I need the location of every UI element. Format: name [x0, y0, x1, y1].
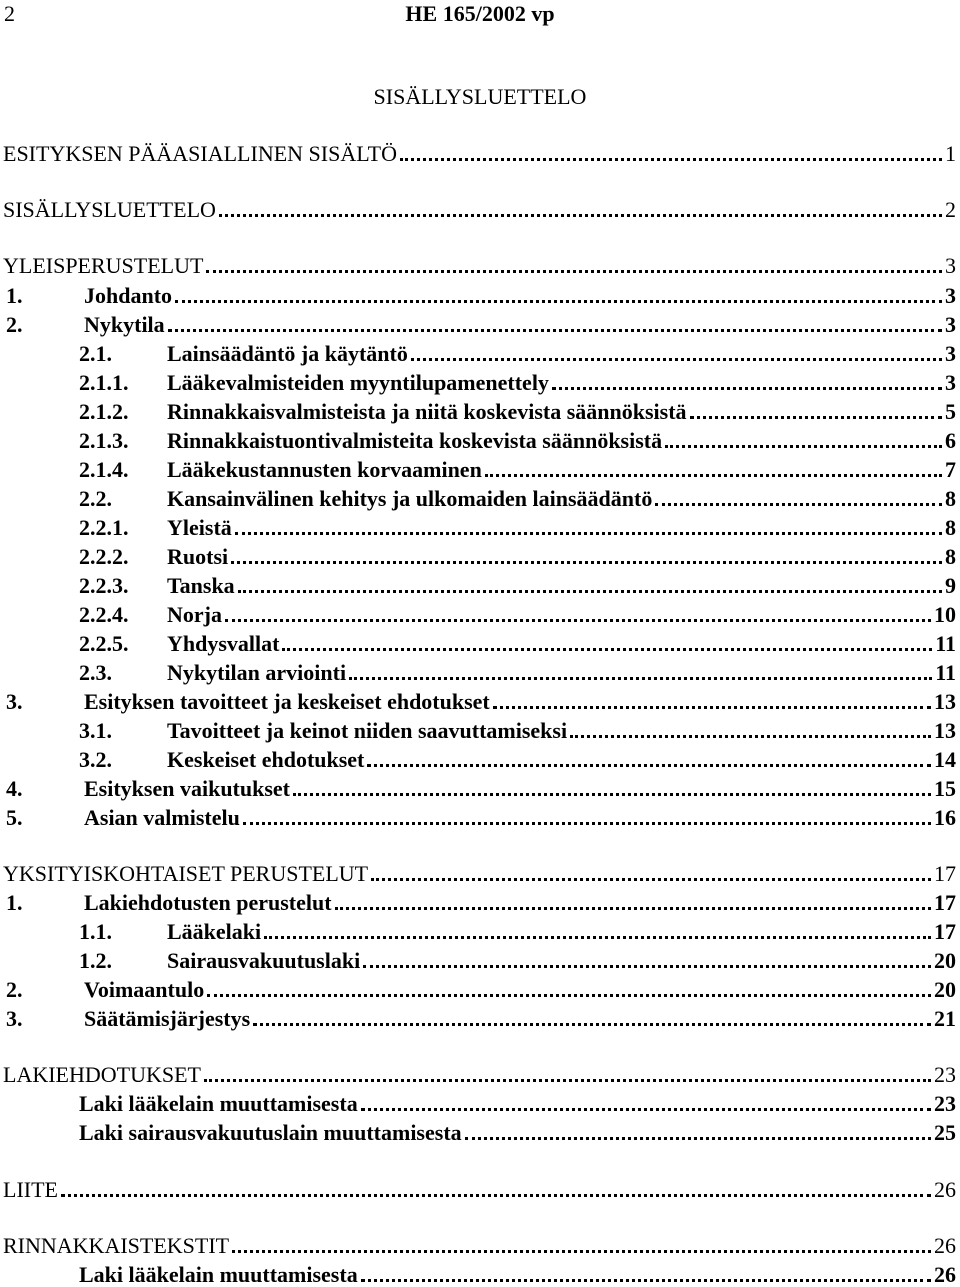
toc-entry-page: 26 [934, 1262, 956, 1287]
toc-entry-title: Laki sairausvakuutuslain muuttamisesta [79, 1120, 462, 1145]
toc-entry[interactable] [0, 140, 956, 166]
toc-entry[interactable] [0, 1119, 956, 1145]
dot-leader [665, 445, 942, 448]
toc-entry-number: 2.1.3. [79, 428, 129, 453]
toc-entry-page: 5 [945, 399, 956, 424]
toc-entry-page: 20 [934, 977, 956, 1002]
dot-leader [335, 907, 931, 910]
page-number: 2 [4, 1, 15, 26]
dot-leader [411, 358, 942, 361]
toc-entry-page: 3 [945, 370, 956, 395]
toc-entry-number: 2.1. [79, 341, 112, 366]
toc-entry-page: 13 [934, 689, 956, 714]
toc-entry[interactable] [0, 456, 956, 482]
toc-entry-number: 4. [6, 776, 23, 801]
dot-leader [225, 619, 931, 622]
toc-entry-page: 3 [945, 312, 956, 337]
toc-entry-page: 13 [934, 718, 956, 743]
toc-entry-number: 5. [6, 805, 23, 830]
toc-entry[interactable] [0, 252, 956, 278]
toc-entry-title: LIITE [3, 1177, 58, 1202]
toc-entry-page: 2 [945, 197, 956, 222]
toc-entry-title: Esityksen tavoitteet ja keskeiset ehdotukset [84, 689, 490, 714]
toc-entry-number: 2.1.4. [79, 457, 129, 482]
toc-entry-number: 3. [6, 689, 23, 714]
toc-entry-number: 2. [6, 977, 23, 1002]
dot-leader [371, 878, 931, 881]
toc-entry-title: Lääkelaki [167, 919, 262, 944]
toc-entry-number: 1. [6, 890, 23, 915]
toc-entry-page: 26 [934, 1177, 956, 1202]
toc-entry-page: 10 [934, 602, 956, 627]
dot-leader [238, 590, 942, 593]
toc-entry-title: ESITYKSEN PÄÄASIALLINEN SISÄLTÖ [3, 141, 397, 166]
toc-entry-number: 2. [6, 312, 23, 337]
toc-entry-page: 8 [945, 515, 956, 540]
toc-entry-page: 25 [934, 1120, 956, 1145]
dot-leader [231, 561, 942, 564]
dot-leader [264, 936, 931, 939]
toc-entry-title: RINNAKKAISTEKSTIT [3, 1233, 230, 1258]
toc-entry-title: Kansainvälinen kehitys ja ulkomaiden lainsäädäntö [167, 486, 653, 511]
toc-entry[interactable] [0, 717, 956, 743]
toc-entry-title: Voimaantulo [84, 977, 205, 1002]
toc-entry[interactable] [0, 947, 956, 973]
toc-entry-title: Säätämisjärjestys [84, 1006, 251, 1031]
dot-leader [219, 214, 942, 217]
toc-entry[interactable] [0, 282, 956, 308]
dot-leader [207, 994, 931, 997]
toc-entry[interactable] [0, 1232, 956, 1258]
toc-entry-title: Yhdysvallat [167, 631, 280, 656]
toc-entry[interactable] [0, 860, 956, 886]
dot-leader [552, 387, 942, 390]
toc-entry-title: Ruotsi [167, 544, 229, 569]
toc-entry-title: Keskeiset ehdotukset [167, 747, 365, 772]
toc-entry-page: 8 [945, 486, 956, 511]
toc-entry-title: Esityksen vaikutukset [84, 776, 291, 801]
toc-entry-title: Laki lääkelain muuttamisesta [79, 1262, 358, 1287]
toc-entry[interactable] [0, 746, 956, 772]
toc-entry-page: 1 [945, 141, 956, 166]
dot-leader [493, 706, 931, 709]
toc-entry-page: 9 [945, 573, 956, 598]
toc-entry-title: Nykytilan arviointi [167, 660, 347, 685]
toc-entry-number: 2.2.1. [79, 515, 129, 540]
toc-entry-number: 1.1. [79, 919, 112, 944]
toc-entry-number: 2.1.1. [79, 370, 129, 395]
toc-entry[interactable] [0, 1061, 956, 1087]
toc-entry[interactable] [0, 398, 956, 424]
toc-entry-page: 23 [934, 1062, 956, 1087]
toc-entry[interactable] [0, 659, 956, 685]
toc-entry-title: LAKIEHDOTUKSET [3, 1062, 201, 1087]
toc-entry-title: Yleistä [167, 515, 232, 540]
toc-entry-number: 2.1.2. [79, 399, 129, 424]
toc-entry-title: Asian valmistelu [84, 805, 240, 830]
toc-entry[interactable] [0, 572, 956, 598]
toc-entry-number: 3.1. [79, 718, 112, 743]
toc-entry-page: 3 [945, 341, 956, 366]
dot-leader [253, 1023, 931, 1026]
toc-entry-number: 2.2.3. [79, 573, 129, 598]
toc-entry-title: Johdanto [84, 283, 173, 308]
toc-entry[interactable] [0, 340, 956, 366]
dot-leader [400, 158, 942, 161]
toc-entry-page: 7 [945, 457, 956, 482]
page-header [0, 0, 960, 30]
toc-entry-number: 1.2. [79, 948, 112, 973]
toc-entry[interactable] [0, 688, 956, 714]
toc-entry[interactable] [0, 1261, 956, 1287]
toc-entry-page: 23 [934, 1091, 956, 1116]
toc-entry-title: YLEISPERUSTELUT [3, 253, 204, 278]
toc-entry-number: 2.2.5. [79, 631, 129, 656]
toc-entry[interactable] [0, 804, 956, 830]
toc-entry-number: 2.3. [79, 660, 112, 685]
toc-entry-title: Rinnakkaisvalmisteista ja niitä koskevista säännöksistä [167, 399, 687, 424]
dot-leader [349, 677, 932, 680]
toc-entry-title: Tanska [167, 573, 235, 598]
toc-entry-page: 16 [934, 805, 956, 830]
toc-entry-number: 1. [6, 283, 23, 308]
toc-entry-number: 3.2. [79, 747, 112, 772]
toc-entry-page: 26 [934, 1233, 956, 1258]
dot-leader [282, 648, 932, 651]
toc-title: SISÄLLYSLUETTELO [373, 84, 587, 109]
document-id: HE 165/2002 vp [405, 1, 555, 26]
dot-leader [204, 1079, 931, 1082]
toc-entry-number: 2.2. [79, 486, 112, 511]
dot-leader [293, 793, 931, 796]
toc-entry[interactable] [0, 889, 956, 915]
toc-entry-page: 20 [934, 948, 956, 973]
dot-leader [61, 1194, 931, 1197]
toc-entry-page: 8 [945, 544, 956, 569]
toc-entry-title: Laki lääkelain muuttamisesta [79, 1091, 358, 1116]
toc-entry-title: Tavoitteet ja keinot niiden saavuttamiseksi [167, 718, 568, 743]
dot-leader [361, 1279, 931, 1282]
toc-entry-page: 11 [935, 660, 956, 685]
dot-leader [206, 270, 942, 273]
toc-entry-page: 17 [934, 861, 956, 886]
toc-entry[interactable] [0, 369, 956, 395]
toc-entry-page: 3 [945, 283, 956, 308]
toc-entry-page: 6 [945, 428, 956, 453]
toc-entry-page: 21 [934, 1006, 956, 1031]
toc-entry[interactable] [0, 1176, 956, 1202]
toc-entry-title: Lääkekustannusten korvaaminen [167, 457, 482, 482]
toc-entry-number: 2.2.2. [79, 544, 129, 569]
toc-entry[interactable] [0, 775, 956, 801]
dot-leader [690, 416, 942, 419]
dot-leader [235, 532, 942, 535]
toc-entry-title: Lakiehdotusten perustelut [84, 890, 332, 915]
toc-entry-title: SISÄLLYSLUETTELO [3, 197, 216, 222]
dot-leader [243, 822, 931, 825]
toc-entry[interactable] [0, 196, 956, 222]
dot-leader [361, 1108, 931, 1111]
toc-entry-number: 3. [6, 1006, 23, 1031]
toc-entry-page: 15 [934, 776, 956, 801]
toc-entry-title: Lääkevalmisteiden myyntilupamenettely [167, 370, 549, 395]
toc-entry-title: Norja [167, 602, 222, 627]
dot-leader [655, 503, 942, 506]
toc-entry-title: Rinnakkaistuontivalmisteita koskevista säännöksistä [167, 428, 663, 453]
toc-entry[interactable] [0, 1005, 956, 1031]
dot-leader [570, 735, 931, 738]
toc-entry-number: 2.2.4. [79, 602, 129, 627]
toc-entry-page: 17 [934, 919, 956, 944]
toc-entry[interactable] [0, 514, 956, 540]
toc-entry[interactable] [0, 601, 956, 627]
toc-entry[interactable] [0, 485, 956, 511]
dot-leader [465, 1137, 931, 1140]
dot-leader [367, 764, 931, 767]
dot-leader [168, 329, 942, 332]
toc-entry-title: Lainsäädäntö ja käytäntö [167, 341, 408, 366]
toc-entry-page: 14 [934, 747, 956, 772]
toc-entry-title: YKSITYISKOHTAISET PERUSTELUT [3, 861, 369, 886]
dot-leader [363, 965, 931, 968]
toc-entry[interactable] [0, 918, 956, 944]
toc-entry-page: 17 [934, 890, 956, 915]
toc-entry[interactable] [0, 976, 956, 1002]
toc-entry[interactable] [0, 427, 956, 453]
toc-entry-page: 11 [935, 631, 956, 656]
dot-leader [232, 1250, 931, 1253]
toc-entry[interactable] [0, 630, 956, 656]
dot-leader [485, 474, 942, 477]
toc-entry-page: 3 [945, 253, 956, 278]
toc-entry[interactable] [0, 1090, 956, 1116]
toc-entry-title: Sairausvakuutuslaki [167, 948, 361, 973]
toc-entry-title: Nykytila [84, 312, 165, 337]
toc-entry[interactable] [0, 311, 956, 337]
toc-entry[interactable] [0, 543, 956, 569]
dot-leader [175, 300, 942, 303]
